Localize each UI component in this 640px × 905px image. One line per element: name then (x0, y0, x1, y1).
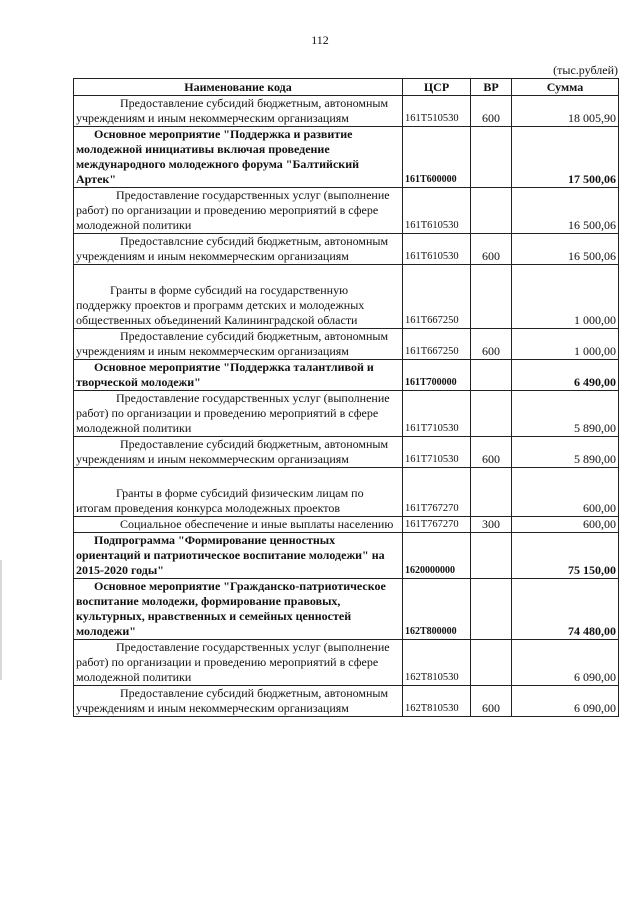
row-sum: 6 090,00 (512, 640, 619, 686)
row-name: Предоставление государственных услуг (выполнение работ) по организации и проведению мероприятий в сфере молодежной политики (74, 640, 403, 686)
row-vr (471, 391, 512, 437)
table-row (74, 391, 619, 437)
row-sum: 16 500,06 (512, 188, 619, 234)
row-csr: 161Т667250 (403, 329, 471, 360)
row-csr: 161Т700000 (403, 360, 471, 391)
table-header-row (74, 79, 619, 96)
row-name: Предоставление субсидий бюджетным, автономным учреждениям и иным некоммерческим организациям (74, 686, 403, 717)
row-sum: 74 480,00 (512, 579, 619, 640)
row-vr (471, 188, 512, 234)
row-vr: 300 (471, 517, 512, 533)
row-sum: 5 890,00 (512, 437, 619, 468)
row-sum: 16 500,06 (512, 234, 619, 265)
row-name: Предоставление субсидий бюджетным, автономным учреждениям и иным некоммерческим организациям (74, 329, 403, 360)
row-name: Подпрограмма "Формирование ценностных ориентаций и патриотическое воспитание молодежи" на 2015-2020 годы" (74, 533, 403, 579)
row-sum: 1 000,00 (512, 265, 619, 329)
row-name: Основное мероприятие "Поддержка и развитие молодежной инициативы включая проведение международного молодежного форума "Балтийский Артек" (74, 127, 403, 188)
table-row (74, 437, 619, 468)
row-vr: 600 (471, 234, 512, 265)
row-csr: 161Т510530 (403, 96, 471, 127)
row-sum: 600,00 (512, 517, 619, 533)
row-csr: 1620000000 (403, 533, 471, 579)
table-row (74, 640, 619, 686)
row-name: Гранты в форме субсидий физическим лицам по итогам проведения конкурса молодежных проектов (74, 468, 403, 517)
row-csr: 162Т810530 (403, 686, 471, 717)
row-name: Предоставлсние субсидий бюджетным, автономным учреждениям и иным некоммерческим организациям (74, 234, 403, 265)
row-csr: 161Т710530 (403, 391, 471, 437)
row-sum: 18 005,90 (512, 96, 619, 127)
page-number: 112 (311, 33, 329, 47)
header-name: Наименование кода (74, 79, 403, 96)
row-vr (471, 640, 512, 686)
row-vr (471, 468, 512, 517)
row-csr: 161Т667250 (403, 265, 471, 329)
table-row (74, 96, 619, 127)
table-row (74, 579, 619, 640)
row-csr: 162Т810530 (403, 640, 471, 686)
row-csr: 161Т767270 (403, 517, 471, 533)
row-sum: 6 090,00 (512, 686, 619, 717)
row-vr: 600 (471, 96, 512, 127)
scan-edge-shadow (0, 560, 2, 680)
table-row (74, 234, 619, 265)
row-name: Предоставление субсидий бюджетным, автономным учреждениям и иным некоммерческим организациям (74, 437, 403, 468)
row-csr: 161Т710530 (403, 437, 471, 468)
row-sum: 6 490,00 (512, 360, 619, 391)
row-csr: 161Т610530 (403, 188, 471, 234)
row-name: Основное мероприятие "Поддержка талантливой и творческой молодежи" (74, 360, 403, 391)
header-vr: ВР (471, 79, 512, 96)
header-csr: ЦСР (403, 79, 471, 96)
row-csr: 161Т610530 (403, 234, 471, 265)
row-vr (471, 533, 512, 579)
table-row (74, 468, 619, 517)
row-name: Предоставление государственных услуг (выполнение работ) по организации и проведению мероприятий в сфере молодежной политики (74, 188, 403, 234)
table-row (74, 517, 619, 533)
row-name: Социальное обеспечение и иные выплаты населению (74, 517, 403, 533)
table-row (74, 533, 619, 579)
row-name: Гранты в форме субсидий на государственную поддержку проектов и программ детских и молодежных общественных объединений Калининградской области (74, 265, 403, 329)
row-vr: 600 (471, 686, 512, 717)
row-vr (471, 360, 512, 391)
row-vr (471, 265, 512, 329)
row-vr (471, 579, 512, 640)
table-row (74, 360, 619, 391)
row-sum: 75 150,00 (512, 533, 619, 579)
row-name: Предоставление государственных услуг (выполнение работ) по организации и проведению мероприятий в сфере молодежной политики (74, 391, 403, 437)
unit-note: (тыс.рублей) (553, 63, 618, 77)
row-sum: 1 000,00 (512, 329, 619, 360)
budget-table (73, 78, 619, 717)
row-vr: 600 (471, 329, 512, 360)
row-name: Предоставление субсидий бюджетным, автономным учреждениям и иным некоммерческим организациям (74, 96, 403, 127)
row-csr: 161Т600000 (403, 127, 471, 188)
row-vr (471, 127, 512, 188)
row-csr: 162Т800000 (403, 579, 471, 640)
table-row (74, 188, 619, 234)
row-sum: 5 890,00 (512, 391, 619, 437)
table-row (74, 329, 619, 360)
row-vr: 600 (471, 437, 512, 468)
row-csr: 161Т767270 (403, 468, 471, 517)
header-sum: Сумма (512, 79, 619, 96)
row-name: Основное мероприятие "Гражданско-патриотическое воспитание молодежи, формирование правовых, культурных, нравственных и семейных ценностей молодежи" (74, 579, 403, 640)
table-row (74, 127, 619, 188)
row-sum: 600,00 (512, 468, 619, 517)
row-sum: 17 500,06 (512, 127, 619, 188)
table-row (74, 265, 619, 329)
table-row (74, 686, 619, 717)
